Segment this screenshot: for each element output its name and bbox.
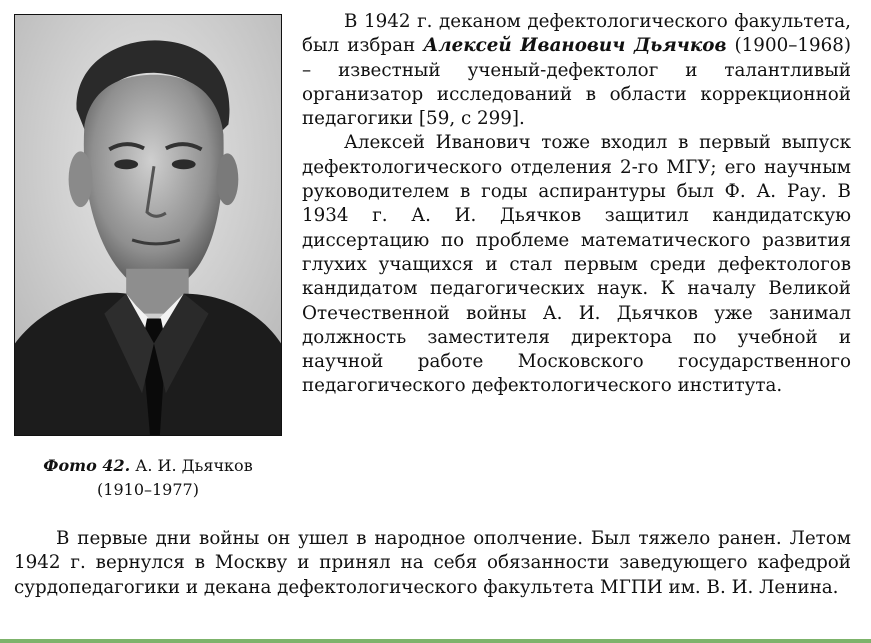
paragraph-2: Алексей Иванович тоже входил в первый выпуск дефектологического отделения 2-го МГУ; его научным руководителем в годы аспирантуры был Ф. А. Рау. В 1934 г. А. И. Дьячков защитил кандидатскую диссертацию по проблеме математического развития глухих учащихся и стал первым среди дефектологов кандидатом педагогических наук. К началу Великой Отечественной войны А. И. Дьячков уже занимал должность заместителя директора по учебной и научной работе Московского государственного педагогического дефектологического института. (302, 132, 851, 397)
caption-name: А. И. Дьячков (135, 456, 253, 475)
right-column-text (302, 10, 851, 399)
person-name-emphasis: Алексей Иванович Дьячков (423, 35, 727, 57)
paragraph-1 (302, 10, 851, 131)
caption-years: (1910–1977) (97, 480, 199, 499)
photo-caption (14, 454, 282, 502)
paragraph-1-start: В 1942 г. деканом дефектологического факультета, был избран (302, 11, 851, 57)
paragraph-3: В первые дни войны он ушел в народное ополчение. Был тяжело ранен. Летом 1942 г. вернулся в Москву и принял на себя обязанности заведующего кафедрой сурдопедагогики и декана дефектологического факультета МГПИ им. В. И. Ленина. (14, 528, 851, 598)
full-width-text (14, 527, 851, 600)
bottom-accent-rule (0, 639, 871, 643)
paragraph-1-end: (1900–1968) – известный ученый-дефектолог и талантливый организатор исследований в области коррекционной педагогики [59, с 299]. (302, 35, 851, 130)
caption-label: Фото 42. (43, 456, 131, 475)
portrait-image (15, 15, 281, 435)
portrait-photo (14, 14, 282, 436)
